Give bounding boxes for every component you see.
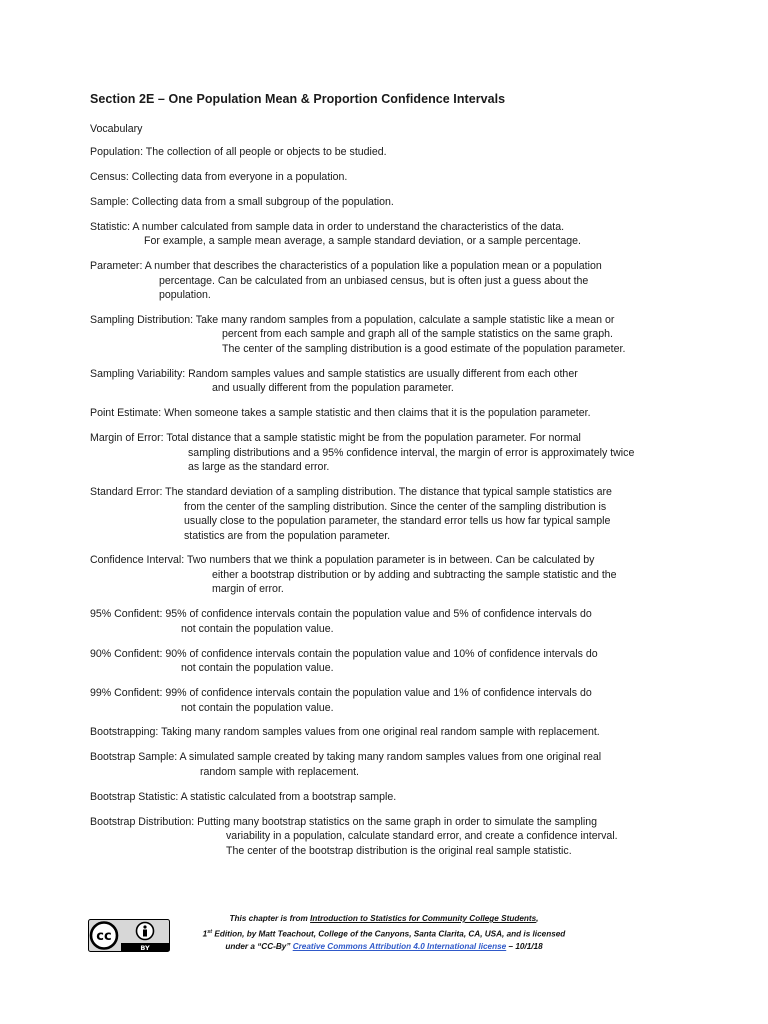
entry-line: percentage. Can be calculated from an unbiased census, but is often just a guess about the: [159, 274, 589, 287]
entry-line: statistics are from the population parameter.: [184, 529, 391, 542]
entry-line: Standard Error: The standard deviation of a sampling distribution. The distance that typical sample statistics are: [90, 486, 612, 499]
vocabulary-entry: [90, 725, 690, 740]
section-title: Section 2E – One Population Mean & Proportion Confidence Intervals: [90, 92, 506, 106]
entry-line: Statistic: A number calculated from sample data in order to understand the characteristics of the data.: [90, 220, 565, 233]
entry-line: Sampling Variability: Random samples values and sample statistics are usually different from each other: [90, 367, 578, 380]
vocabulary-heading: Vocabulary: [90, 123, 143, 135]
entry-line: For example, a sample mean average, a sample standard deviation, or a sample percentage.: [144, 235, 581, 248]
entry-line: The center of the sampling distribution is a good estimate of the population parameter.: [222, 342, 626, 355]
entry-line: Bootstrap Statistic: A statistic calculated from a bootstrap sample.: [90, 790, 397, 803]
entry-line: not contain the population value.: [181, 662, 334, 675]
vocabulary-entry: [90, 406, 690, 421]
vocabulary-entry: [90, 485, 690, 543]
license-link[interactable]: Creative Commons Attribution 4.0 International license: [292, 941, 507, 951]
entry-line: margin of error.: [212, 583, 284, 596]
entry-line: Confidence Interval: Two numbers that we think a population parameter is in between. Can be calculated by: [90, 554, 595, 567]
vocabulary-entry: [90, 313, 690, 357]
vocabulary-entry: [90, 686, 690, 715]
footer-line-3: under a “CC-By” Creative Commons Attribution 4.0 International license – 10/1/18: [225, 941, 543, 951]
vocabulary-entry: [90, 170, 690, 185]
entry-line: Point Estimate: When someone takes a sample statistic and then claims that it is the population parameter.: [90, 407, 591, 420]
vocabulary-entry: [90, 195, 690, 210]
entry-line: 99% Confident: 99% of confidence intervals contain the population value and 1% of confidence intervals do: [90, 687, 592, 700]
entry-line: Parameter: A number that describes the characteristics of a population like a population mean or a population: [90, 260, 602, 273]
entry-line: and usually different from the population parameter.: [212, 382, 454, 395]
entry-line: not contain the population value.: [181, 622, 334, 635]
vocabulary-entry: [90, 259, 690, 303]
vocabulary-entry: [90, 607, 690, 636]
entry-line: 90% Confident: 90% of confidence intervals contain the population value and 10% of confidence intervals do: [90, 647, 598, 660]
vocabulary-list: [90, 145, 690, 858]
entry-line: either a bootstrap distribution or by adding and subtracting the sample statistic and the: [212, 568, 617, 581]
entry-line: The center of the bootstrap distribution is the original real sample statistic.: [226, 844, 572, 857]
entry-line: as large as the standard error.: [188, 461, 330, 474]
entry-line: Census: Collecting data from everyone in a population.: [90, 170, 348, 183]
entry-line: variability in a population, calculate standard error, and create a confidence interval.: [226, 830, 618, 843]
vocabulary-entry: [90, 367, 690, 396]
footer-line-1: This chapter is from Introduction to Statistics for Community College Students,: [229, 914, 539, 923]
vocabulary-entry: [90, 220, 690, 249]
entry-line: random sample with replacement.: [200, 765, 359, 778]
entry-line: Sampling Distribution: Take many random samples from a population, calculate a sample statistic like a mean or: [90, 313, 615, 326]
document-page: [90, 92, 690, 869]
entry-line: Bootstrap Sample: A simulated sample created by taking many random samples values from one original real: [90, 751, 602, 764]
entry-line: usually close to the population parameter, the standard error tells us how far typical sample: [184, 515, 611, 528]
vocabulary-entry: [90, 790, 690, 805]
vocabulary-entry: [90, 145, 690, 160]
vocabulary-entry: [90, 553, 690, 597]
entry-line: Population: The collection of all people or objects to be studied.: [90, 146, 387, 158]
entry-line: Bootstrapping: Taking many random samples values from one original real random sample with replacement.: [90, 726, 600, 739]
entry-line: Sample: Collecting data from a small subgroup of the population.: [90, 195, 394, 208]
vocabulary-entry: [90, 750, 690, 779]
book-title: Introduction to Statistics for Community College Students: [310, 914, 537, 923]
entry-line: 95% Confident: 95% of confidence intervals contain the population value and 5% of confidence intervals do: [90, 608, 592, 621]
svg-text:BY: BY: [140, 944, 150, 952]
vocabulary-entry: [90, 647, 690, 676]
entry-line: Bootstrap Distribution: Putting many bootstrap statistics on the same graph in order to simulate the sampling: [90, 815, 597, 828]
entry-line: sampling distributions and a 95% confidence interval, the margin of error is approximately twice: [188, 446, 635, 459]
attribution-footer: [0, 913, 768, 953]
entry-line: from the center of the sampling distribution. Since the center of the sampling distribution is: [184, 500, 607, 513]
footer-line-2: 1st Edition, by Matt Teachout, College of the Canyons, Santa Clarita, CA, USA, and is licensed: [202, 928, 566, 939]
entry-line: Margin of Error: Total distance that a sample statistic might be from the population parameter. For normal: [90, 432, 581, 445]
entry-line: percent from each sample and graph all of the sample statistics on the same graph.: [222, 328, 614, 341]
svg-text:cc: cc: [96, 929, 112, 944]
entry-line: not contain the population value.: [181, 701, 334, 714]
vocabulary-entry: [90, 431, 690, 475]
vocabulary-entry: [90, 815, 690, 859]
entry-line: population.: [159, 289, 211, 302]
